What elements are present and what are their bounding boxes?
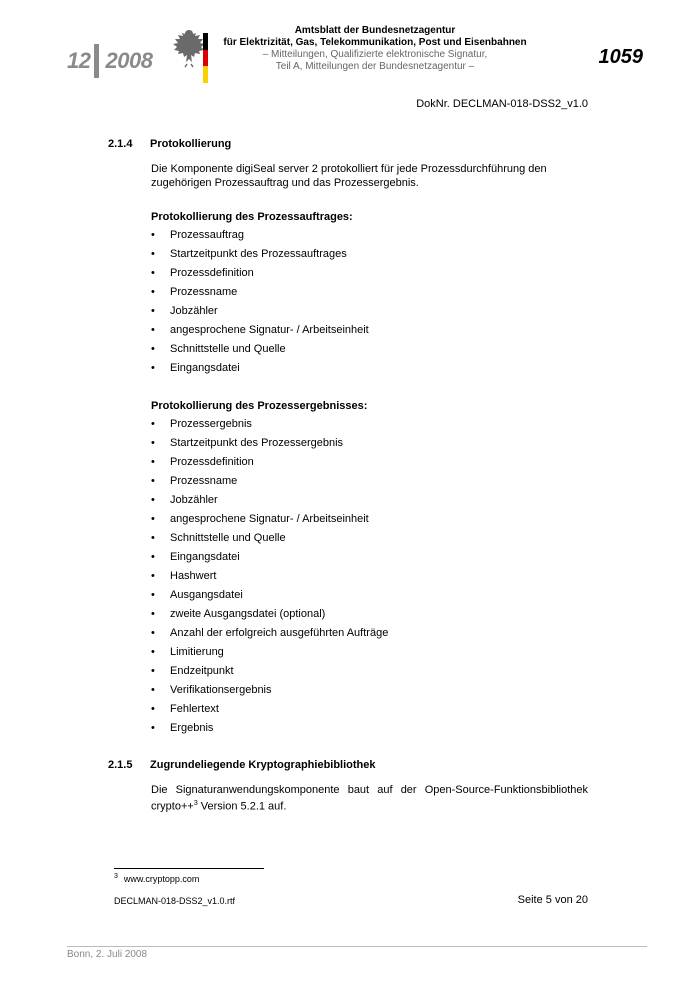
library-version: Version 5.2.1 auf. (197, 800, 287, 813)
list-item: • Ausgangsdatei (151, 589, 388, 608)
footnote-divider (114, 868, 264, 869)
section-heading-protokollierung (108, 138, 231, 150)
list-item: • Prozessname (151, 475, 388, 494)
list-item: • Hashwert (151, 570, 388, 589)
subheading-auftrag: Protokollierung des Prozessauftrages: (151, 211, 353, 223)
ergebnis-list (151, 418, 388, 741)
issue-year: 2008 (105, 48, 153, 73)
list-item: • Schnittstelle und Quelle (151, 343, 369, 362)
gazette-subtitle-line2: Teil A, Mitteilungen der Bundesnetzagentur – (275, 61, 475, 72)
publication-date: Bonn, 2. Juli 2008 (67, 949, 148, 960)
list-item: • Endzeitpunkt (151, 665, 388, 684)
list-item: • angesprochene Signatur- / Arbeitseinheit (151, 324, 369, 343)
list-item: • Prozessdefinition (151, 456, 388, 475)
list-item: • Startzeitpunkt des Prozessergebnis (151, 437, 388, 456)
list-item: • Ergebnis (151, 722, 388, 741)
section-number: 2.1.4 (108, 138, 133, 150)
list-item: • Prozessergebnis (151, 418, 388, 437)
issue-number: 12 (67, 48, 91, 73)
section-number: 2.1.5 (108, 759, 133, 771)
footer-filename: DECLMAN-018-DSS2_v1.0.rtf (114, 896, 236, 906)
issue-separator (94, 44, 99, 78)
section-heading-kryptographie (108, 759, 376, 771)
list-item: • Fehlertext (151, 703, 388, 722)
flag-stripe (203, 33, 208, 83)
footnote-reference: 3 (193, 800, 198, 807)
list-item: • Prozessdefinition (151, 267, 369, 286)
bottom-divider (67, 946, 647, 947)
list-item: • Jobzähler (151, 305, 369, 324)
section-paragraph: Die Komponente digiSeal server 2 protokolliert für jede Prozessdurchführung den zugehörigen Prozessauftrag und das Prozessergebnis. (151, 163, 547, 189)
library-name: crypto++ (151, 800, 194, 813)
subheading-ergebnis: Protokollierung des Prozessergebnisses: (151, 400, 368, 412)
gazette-header (220, 25, 530, 73)
list-item: • zweite Ausgangsdatei (optional) (151, 608, 388, 627)
document-number: DokNr. DECLMAN-018-DSS2_v1.0 (416, 98, 588, 110)
page-number: 1059 (598, 46, 643, 68)
section-paragraph-line2 (151, 797, 588, 814)
list-item: • Schnittstelle und Quelle (151, 532, 388, 551)
list-item: • Jobzähler (151, 494, 388, 513)
section-title: Protokollierung (150, 138, 232, 150)
gazette-title-line1: Amtsblatt der Bundesnetzagentur (294, 25, 456, 36)
footnote (114, 873, 199, 884)
gazette-subtitle-line1: – Mitteilungen, Qualifizierte elektronische Signatur, (262, 49, 488, 60)
auftrag-list (151, 229, 369, 381)
list-item: • Eingangsdatei (151, 362, 369, 381)
gazette-title-line2: für Elektrizität, Gas, Telekommunikation, Post und Eisenbahnen (223, 37, 527, 48)
list-item: • angesprochene Signatur- / Arbeitseinheit (151, 513, 388, 532)
issue-label (67, 42, 152, 80)
section-title: Zugrundeliegende Kryptographiebibliothek (150, 759, 376, 771)
footer-page-info: Seite 5 von 20 (517, 894, 588, 906)
footnote-url: www.cryptopp.com (123, 874, 200, 884)
list-item: • Prozessauftrag (151, 229, 369, 248)
list-item: • Eingangsdatei (151, 551, 388, 570)
list-item: • Anzahl der erfolgreich ausgeführten Aufträge (151, 627, 388, 646)
footnote-mark: 3 (114, 873, 118, 880)
list-item: • Limitierung (151, 646, 388, 665)
list-item: • Startzeitpunkt des Prozessauftrages (151, 248, 369, 267)
section-paragraph-line1: Die Signaturanwendungskomponente baut auf der Open-Source-Funktionsbibliothek (151, 784, 588, 796)
list-item: • Verifikationsergebnis (151, 684, 388, 703)
list-item: • Prozessname (151, 286, 369, 305)
